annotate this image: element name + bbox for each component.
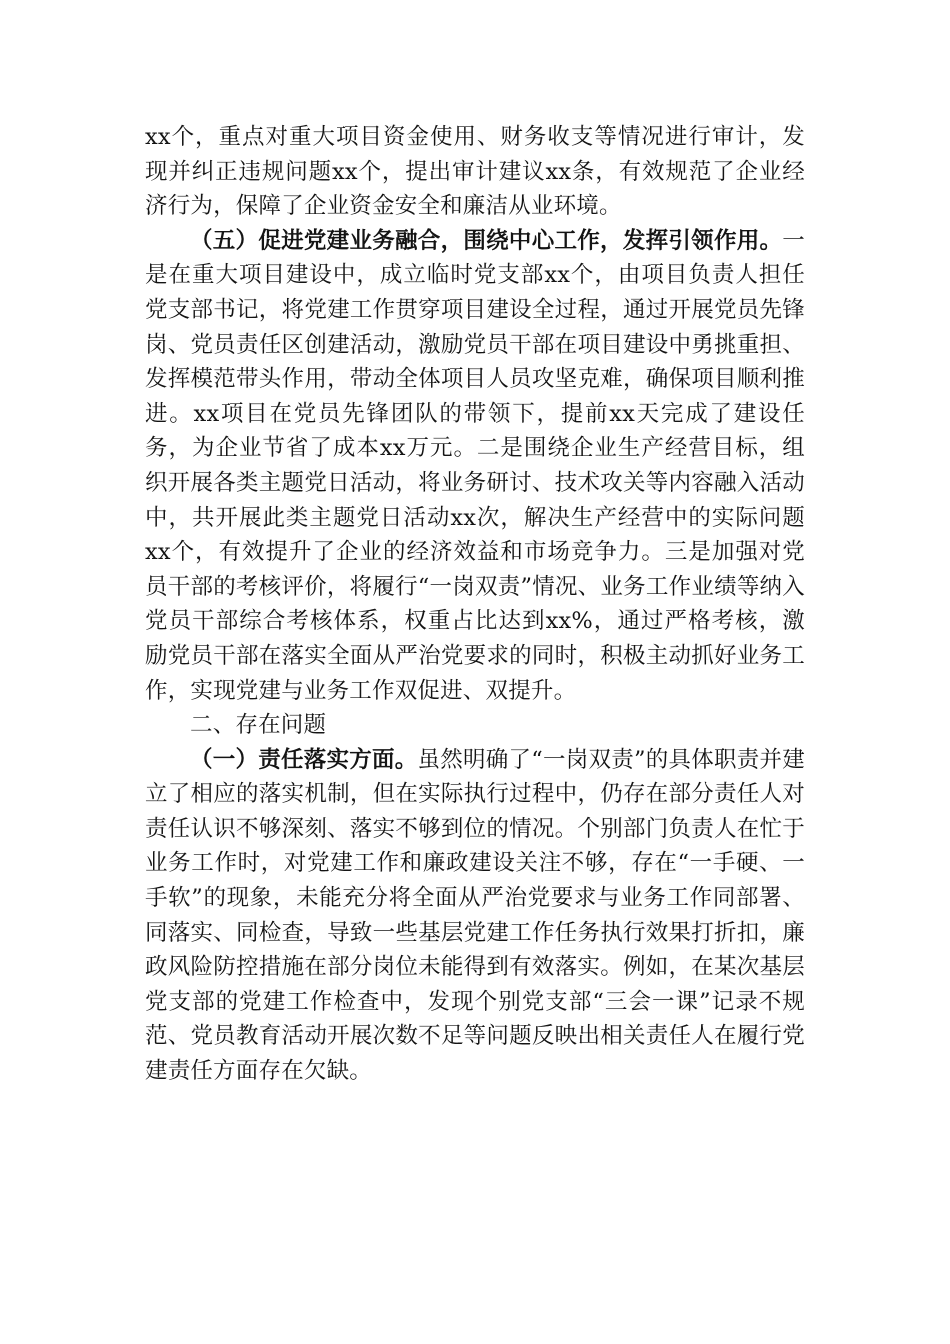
section-heading-problems: 二、存在问题 xyxy=(190,712,327,739)
paragraph-audit-continuation xyxy=(145,120,805,224)
paragraph-text: 虽然明确了“一岗双责”的具体职责并建立了相应的落实机制，但在实际执行过程中，仍存在部分责任人对责任认识不够深刻、落实不够到位的情况。个别部门负责人在忙于业务工作时，对党建工作和廉政建设关注不够，存在“一手硬、一手软”的现象，未能充分将全面从严治党要求与业务工作同部署、同落实、同检查，导致一些基层党建工作任务执行效果打折扣，廉政风险防控措施在部分岗位未能得到有效落实。例如，在某次基层党支部的党建工作检查中，发现个别党支部“三会一课”记录不规范、党员教育活动开展次数不足等问题反映出相关责任人在履行党建责任方面存在欠缺。 xyxy=(145,746,805,1085)
paragraph-lead-title: （一）责任落实方面。 xyxy=(190,746,418,773)
paragraph-party-business-integration xyxy=(145,224,805,708)
paragraph-text: xx个，重点对重大项目资金使用、财务收支等情况进行审计，发现并纠正违规问题xx个，提出审计建议xx条，有效规范了企业经济行为，保障了企业资金安全和廉洁从业环境。 xyxy=(145,124,805,220)
paragraph-lead-title: （五）促进党建业务融合，围绕中心工作，发挥引领作用。 xyxy=(190,227,783,254)
paragraph-responsibility-implementation xyxy=(145,743,805,1089)
paragraph-text: 一是在重大项目建设中，成立临时党支部xx个，由项目负责人担任党支部书记，将党建工作贯穿项目建设全过程，通过开展党员先锋岗、党员责任区创建活动，激励党员干部在项目建设中勇挑重担、发挥模范带头作用，带动全体项目人员攻坚克难，确保项目顺利推进。xx项目在党员先锋团队的带领下，提前xx天完成了建设任务，为企业节省了成本xx万元。二是围绕企业生产经营目标，组织开展各类主题党日活动，将业务研讨、技术攻关等内容融入活动中，共开展此类主题党日活动xx次，解决生产经营中的实际问题xx个，有效提升了企业的经济效益和市场竞争力。三是加强对党员干部的考核评价，将履行“一岗双责”情况、业务工作业绩等纳入党员干部综合考核体系，权重占比达到xx%，通过严格考核，激励党员干部在落实全面从严治党要求的同时，积极主动抓好业务工作，实现党建与业务工作双促进、双提升。 xyxy=(145,227,805,704)
document-body xyxy=(145,120,805,1089)
